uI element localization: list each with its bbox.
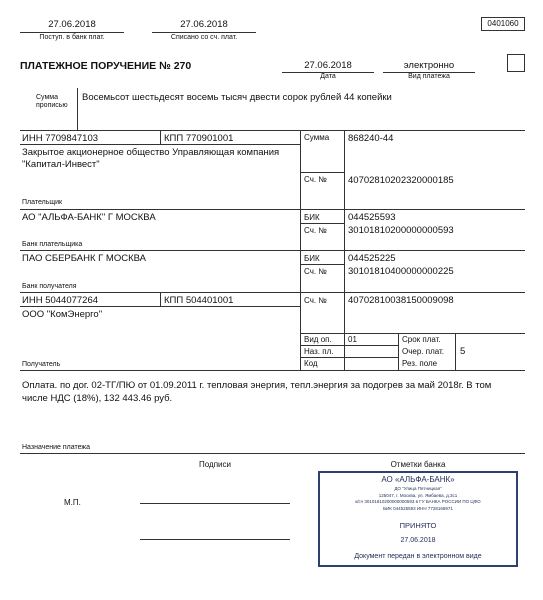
signatures-label: Подписи xyxy=(199,460,231,469)
signature-line-2 xyxy=(140,539,290,540)
sum-value: 868240-44 xyxy=(348,133,394,144)
recipient-bank-bik-label: БИК xyxy=(304,254,320,263)
stamp-bik-inn: БИК 044525593 ИНН 7728168971 xyxy=(383,506,453,511)
recipient-label: Получатель xyxy=(22,361,61,368)
grid-line-bottom xyxy=(20,370,525,371)
srok-label: Срок плат. xyxy=(402,335,441,344)
amount-words-text: Восемьсот шестьдесят восемь тысяч двести сорок рублей 44 копейки xyxy=(82,92,392,103)
stamp-note: Документ передан в электронном виде xyxy=(354,553,482,560)
date-debited-line xyxy=(152,32,256,33)
recipient-bank-bik-value: 044525225 xyxy=(348,253,396,264)
mp-label: М.П. xyxy=(64,498,81,507)
recipient-bank-name: ПАО СБЕРБАНК Г МОСКВА xyxy=(22,253,146,264)
date-received-line xyxy=(20,32,124,33)
stamp-date: 27.06.2018 xyxy=(400,537,436,544)
codes-divider-2 xyxy=(455,333,456,370)
payer-account-label: Сч. № xyxy=(304,175,327,184)
form-code-box: 0401060 xyxy=(481,17,525,31)
payer-name-line-2: "Капитал-Инвест" xyxy=(22,159,100,170)
amount-words-label-2: прописью xyxy=(36,102,68,109)
payer-bank-bottom-line xyxy=(20,250,525,251)
empty-code-box xyxy=(507,54,525,72)
payer-bank-bik-label: БИК xyxy=(304,213,320,222)
amount-words-label-1: Сумма xyxy=(36,94,58,101)
recipient-bank-bottom-line xyxy=(20,292,525,293)
payer-bank-name: АО "АЛЬФА-БАНК" Г МОСКВА xyxy=(22,212,156,223)
recipient-bank-account-label: Сч. № xyxy=(304,267,327,276)
naz-pl-label: Наз. пл. xyxy=(304,347,334,356)
purpose-label: Назначение платежа xyxy=(22,444,90,451)
codes-divider-1 xyxy=(398,333,399,370)
payer-inn-kpp-divider xyxy=(160,130,161,144)
recipient-inn-line xyxy=(20,306,300,307)
document-date-value: 27.06.2018 xyxy=(304,60,352,71)
vid-op-value: 01 xyxy=(348,335,357,344)
codes-row-line-2 xyxy=(300,357,398,358)
stamp-branch: ДО "Улица Пятницкая" xyxy=(394,486,442,491)
document-title: ПЛАТЕЖНОЕ ПОРУЧЕНИЕ № 270 xyxy=(20,60,192,72)
recipient-kpp: КПП 504401001 xyxy=(164,295,234,306)
payer-bottom-line xyxy=(20,209,525,210)
payer-label: Плательщик xyxy=(22,199,63,206)
payer-bank-bik-line xyxy=(300,223,344,224)
date-debited-label: Списано со сч. плат. xyxy=(170,34,238,41)
payer-kpp: КПП 770901001 xyxy=(164,133,234,144)
recipient-bank-bik-line xyxy=(300,264,344,265)
payer-bank-bik-value: 044525593 xyxy=(348,212,396,223)
recipient-inn-kpp-divider xyxy=(160,292,161,306)
payer-inn-line xyxy=(20,144,300,145)
signature-line-1 xyxy=(140,503,290,504)
codes-top-line xyxy=(300,333,525,334)
recipient-account-label: Сч. № xyxy=(304,296,327,305)
recipient-inn: ИНН 5044077264 xyxy=(22,295,99,306)
vid-op-label: Вид оп. xyxy=(304,335,332,344)
payment-type-label: Вид платежа xyxy=(408,73,450,80)
date-debited-value: 27.06.2018 xyxy=(180,19,228,30)
grid-line-top xyxy=(20,130,525,131)
kod-label: Код xyxy=(304,359,318,368)
date-received-value: 27.06.2018 xyxy=(48,19,96,30)
payer-bank-label: Банк плательщика xyxy=(22,241,83,248)
payer-name-line-1: Закрытое акционерное общество Управляющая компания xyxy=(22,147,280,158)
payment-type-value: электронно xyxy=(403,60,455,71)
purpose-line-2: числе НДС (18%), 132 443.46 руб. xyxy=(22,393,173,404)
date-received-label: Поступ. в банк плат. xyxy=(39,34,105,41)
codes-row-line-1 xyxy=(300,345,398,346)
purpose-line-1: Оплата. по дог. 02-ТГ/ПЮ от 01.09.2011 г. тепловая энергия, тепл.энергия за подогрев за май 2018г. В том xyxy=(22,380,492,391)
stamp-corr-account: к/сч 30101810200000000593 в ГУ БАНКА РОССИИ ПО ЦФО xyxy=(355,499,481,504)
rez-label: Рез. поле xyxy=(402,359,438,368)
bank-stamp xyxy=(318,471,518,567)
recipient-account-value: 40702810038150009098 xyxy=(348,295,454,306)
sum-label: Сумма xyxy=(304,133,330,142)
recipient-bank-label: Банк получателя xyxy=(22,283,77,290)
stamp-accepted: ПРИНЯТО xyxy=(399,521,437,530)
stamp-bank-name: АО «АЛЬФА-БАНК» xyxy=(381,475,455,484)
amount-words-divider xyxy=(77,88,78,130)
payer-inn: ИНН 7709847103 xyxy=(22,133,99,144)
ocher-label: Очер. плат. xyxy=(402,347,445,356)
stamp-address: 125047, г. Москва, ул. Ямбаева, д.3с1 xyxy=(378,493,458,498)
bank-marks-label: Отметки банка xyxy=(390,460,446,469)
payer-bank-account-label: Сч. № xyxy=(304,226,327,235)
payer-bank-account-value: 30101810200000000593 xyxy=(348,225,454,236)
sum-account-line xyxy=(300,172,344,173)
payer-account-value: 40702810202320000185 xyxy=(348,175,454,186)
ocher-value: 5 xyxy=(460,346,466,357)
recipient-name: ООО "КомЭнерго" xyxy=(22,309,103,320)
document-date-label: Дата xyxy=(320,73,336,80)
recipient-bank-account-value: 30101810400000000225 xyxy=(348,266,454,277)
purpose-bottom-line xyxy=(20,453,525,454)
